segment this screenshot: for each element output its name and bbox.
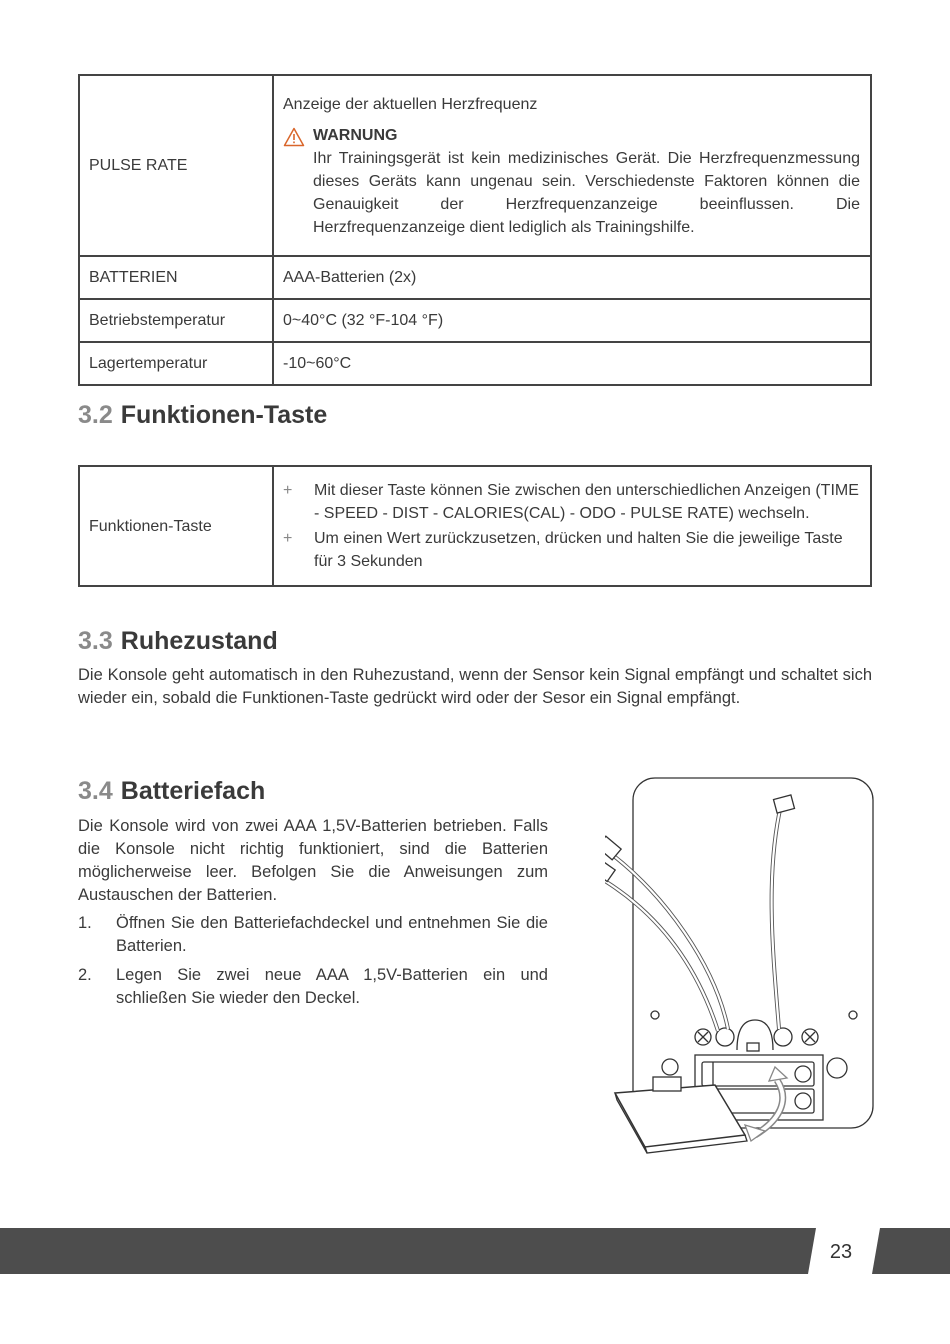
section-number: 3.4 <box>78 777 113 805</box>
steps-list <box>78 912 548 1016</box>
list-item <box>78 912 548 958</box>
pulse-rate-label: PULSE RATE <box>79 75 273 256</box>
warning-text: Ihr Trainingsgerät ist kein medizinisches Gerät. Die Herzfrequenzmessung dieses Geräts kann ungenau sein. Verschiedenste Faktoren können die Genauigkeit der Herzfrequenzanzeige beeinflussen. Die Herzfrequenzanzeige dient lediglich als Trainingshilfe. <box>313 149 860 236</box>
section-3-2-heading <box>78 400 327 430</box>
section-3-3-heading <box>78 626 278 656</box>
plus-icon: + <box>283 482 293 499</box>
list-item <box>283 527 861 573</box>
step-number: 2. <box>78 966 92 984</box>
warning-title: WARNUNG <box>313 126 398 144</box>
section-title: Ruhezustand <box>120 627 278 655</box>
step-number: 1. <box>78 914 92 932</box>
bullet-text: Mit dieser Taste können Sie zwischen den unterschiedlichen Anzeigen (TIME - SPEED - DIST - CALORIES(CAL) - ODO - PULSE RATE) wechseln. <box>314 482 859 522</box>
section-title: Funktionen-Taste <box>120 401 328 429</box>
function-key-description <box>273 466 871 586</box>
spec-table <box>78 74 872 386</box>
list-item <box>283 479 861 525</box>
section-number: 3.3 <box>78 627 113 655</box>
warning-icon <box>283 124 313 239</box>
batteries-label: BATTERIEN <box>79 256 273 299</box>
plus-icon: + <box>283 530 293 547</box>
section-title: Batteriefach <box>120 777 266 805</box>
step-text: Öffnen Sie den Batteriefachdeckel und entnehmen Sie die Batterien. <box>116 914 548 955</box>
pulse-rate-description: Anzeige der aktuellen Herzfrequenz <box>283 95 538 113</box>
storage-temp-value: -10~60°C <box>273 342 871 385</box>
function-key-label: Funktionen-Taste <box>79 466 273 586</box>
section-3-4-text: Die Konsole wird von zwei AAA 1,5V-Batterien betrieben. Falls die Konsole nicht richtig funktioniert, sind die Batterien möglicherweise leer. Befolgen Sie die Anweisungen zum Austauschen der Batterien. <box>78 817 548 904</box>
battery-compartment-illustration <box>605 775 880 1160</box>
batteries-value: AAA-Batterien (2x) <box>273 256 871 299</box>
operating-temp-value: 0~40°C (32 °F-104 °F) <box>273 299 871 342</box>
step-text: Legen Sie zwei neue AAA 1,5V-Batterien ein und schließen Sie wieder den Deckel. <box>116 966 548 1007</box>
warning-block <box>283 124 861 239</box>
section-3-4-heading <box>78 776 265 806</box>
page-number: 23 <box>829 1241 853 1263</box>
section-3-3-text: Die Konsole geht automatisch in den Ruhezustand, wenn der Sensor kein Signal empfängt und schaltet sich wieder ein, sobald die Funktionen-Taste gedrückt wird oder der Sesor ein Signal empfängt. <box>78 666 872 707</box>
section-number: 3.2 <box>78 401 113 429</box>
pulse-rate-cell <box>273 75 871 256</box>
storage-temp-label: Lagertemperatur <box>79 342 273 385</box>
bullet-text: Um einen Wert zurückzusetzen, drücken und halten Sie die jeweilige Taste für 3 Sekunden <box>314 530 843 570</box>
list-item <box>78 964 548 1010</box>
function-key-table <box>78 465 872 587</box>
operating-temp-label: Betriebstemperatur <box>79 299 273 342</box>
